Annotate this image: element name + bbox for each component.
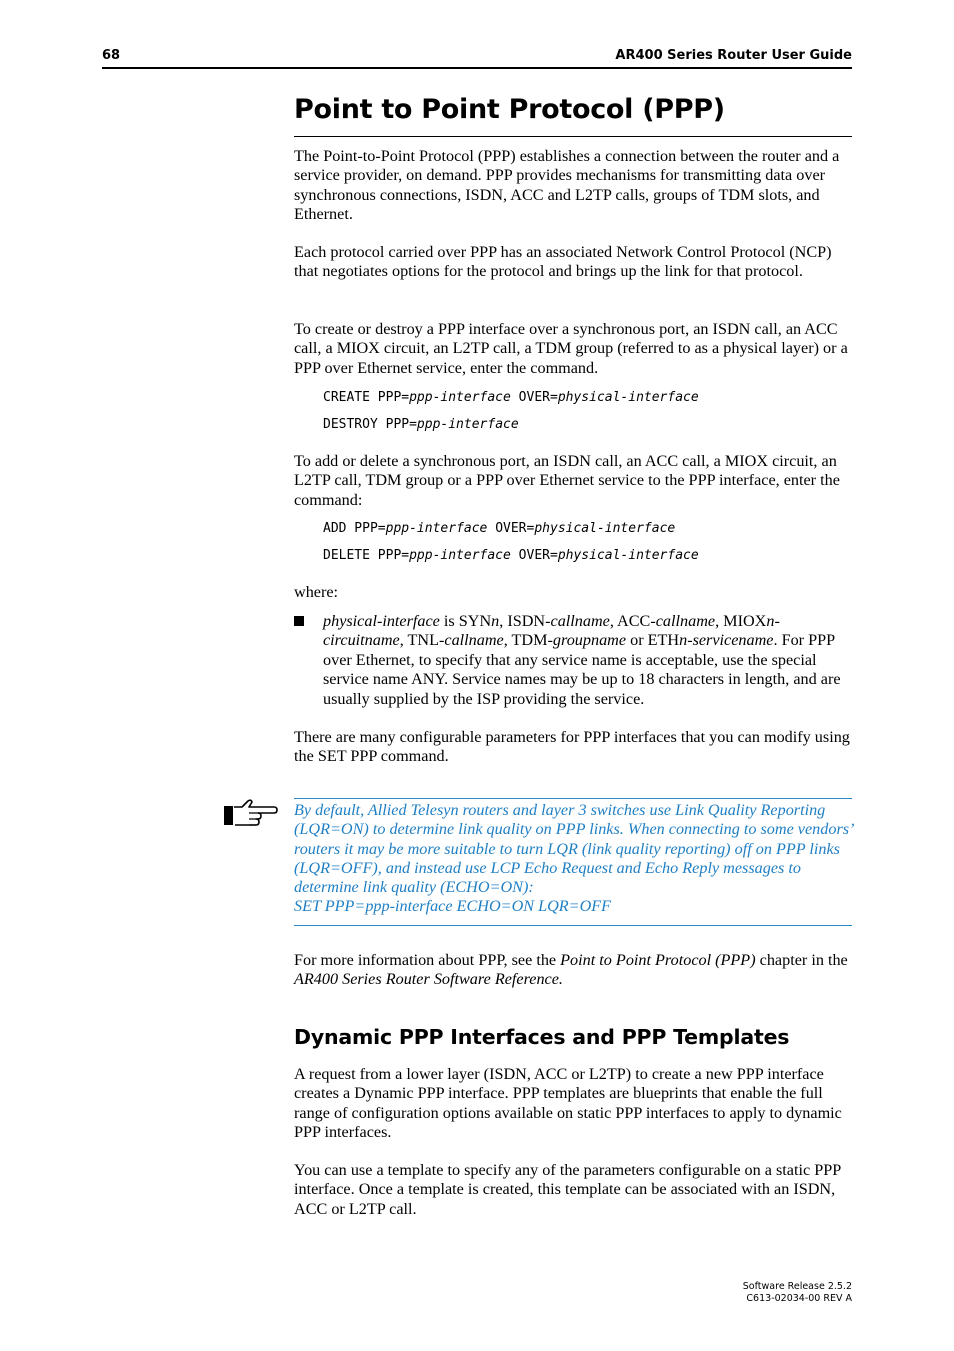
- square-bullet-icon: [294, 616, 304, 626]
- command-add: ADD PPP=ppp-interface OVER=physical-interface: [323, 521, 676, 536]
- footer-release-line: Software Release 2.5.2: [742, 1281, 852, 1292]
- note-text: By default, Allied Telesyn routers and layer 3 switches use Link Quality Reporting (LQR=ON) to determine link quality on PPP links. When connecting to some vendors’ routers it may be more suitable to turn LQR (link quality reporting) off on PPP links (LQR=OFF), and instead use LCP Echo Request and Echo Reply messages to determine link quality (ECHO=ON):: [294, 801, 853, 897]
- paragraph-more-info: For more information about PPP, see the Point to Point Protocol (PPP) chapter in the AR400 Series Router Software Reference.: [294, 951, 848, 989]
- note-top-rule: [294, 798, 852, 799]
- section-title: Point to Point Protocol (PPP): [294, 94, 725, 125]
- subsection-title: Dynamic PPP Interfaces and PPP Templates: [294, 1025, 790, 1049]
- footer-release: [743, 1281, 852, 1305]
- paragraph-ncp: Each protocol carried over PPP has an associated Network Control Protocol (NCP) that negotiates options for the protocol and brings up the link for that protocol.: [294, 243, 832, 281]
- paragraph-create-destroy: To create or destroy a PPP interface over a synchronous port, an ISDN call, an ACC call, a MIOX circuit, an L2TP call, a TDM group (referred to as a physical layer) or a PPP over Ethernet service, enter the command.: [294, 320, 848, 377]
- bullet-physical-interface: physical-interface is SYNn, ISDN-callname, ACC-callname, MIOXn-circuitname, TNL-callname, TDM-groupname or ETHn-servicename. For PPP over Ethernet, to specify that any service name is acceptable, use the special service name ANY. Service names may be up to 18 characters in length, and are usually supplied by the ISP providing the service.: [323, 612, 841, 708]
- command-create: CREATE PPP=ppp-interface OVER=physical-interface: [323, 390, 699, 405]
- paragraph-templates: You can use a template to specify any of the parameters configurable on a static PPP interface. Once a template is created, this template can be associated with an ISDN, ACC or L2TP call.: [294, 1161, 841, 1218]
- page-number: 68: [102, 48, 121, 63]
- running-header-title: AR400 Series Router User Guide: [615, 48, 852, 63]
- where-label: where:: [294, 583, 339, 601]
- note-bottom-rule: [294, 925, 852, 926]
- header-rule: [102, 67, 852, 69]
- paragraph-dynamic-ppp: A request from a lower layer (ISDN, ACC or L2TP) to create a new PPP interface creates a Dynamic PPP interface. PPP templates are blueprints that enable the full range of configuration options available on static PPP interfaces to apply to dynamic PPP interfaces.: [294, 1065, 842, 1142]
- paragraph-set-ppp: There are many configurable parameters for PPP interfaces that you can modify using the SET PPP command.: [294, 728, 850, 766]
- paragraph-intro: The Point-to-Point Protocol (PPP) establishes a connection between the router and a service provider, on demand. PPP provides mechanisms for transmitting data over synchronous connections, ISDN, ACC and L2TP calls, groups of TDM slots, and Ethernet.: [294, 147, 840, 224]
- command-delete: DELETE PPP=ppp-interface OVER=physical-interface: [323, 548, 699, 563]
- pointing-hand-icon: [222, 796, 278, 830]
- command-destroy: DESTROY PPP=ppp-interface: [323, 417, 519, 432]
- footer-doc-number: C613-02034-00 REV A: [746, 1293, 852, 1304]
- paragraph-add-delete: To add or delete a synchronous port, an ISDN call, an ACC call, a MIOX circuit, an L2TP call, TDM group or a PPP over Ethernet service to the PPP interface, enter the command:: [294, 452, 840, 509]
- note-command: SET PPP=ppp-interface ECHO=ON LQR=OFF: [294, 897, 612, 916]
- note-callout: [294, 801, 856, 917]
- section-title-rule: [294, 136, 852, 137]
